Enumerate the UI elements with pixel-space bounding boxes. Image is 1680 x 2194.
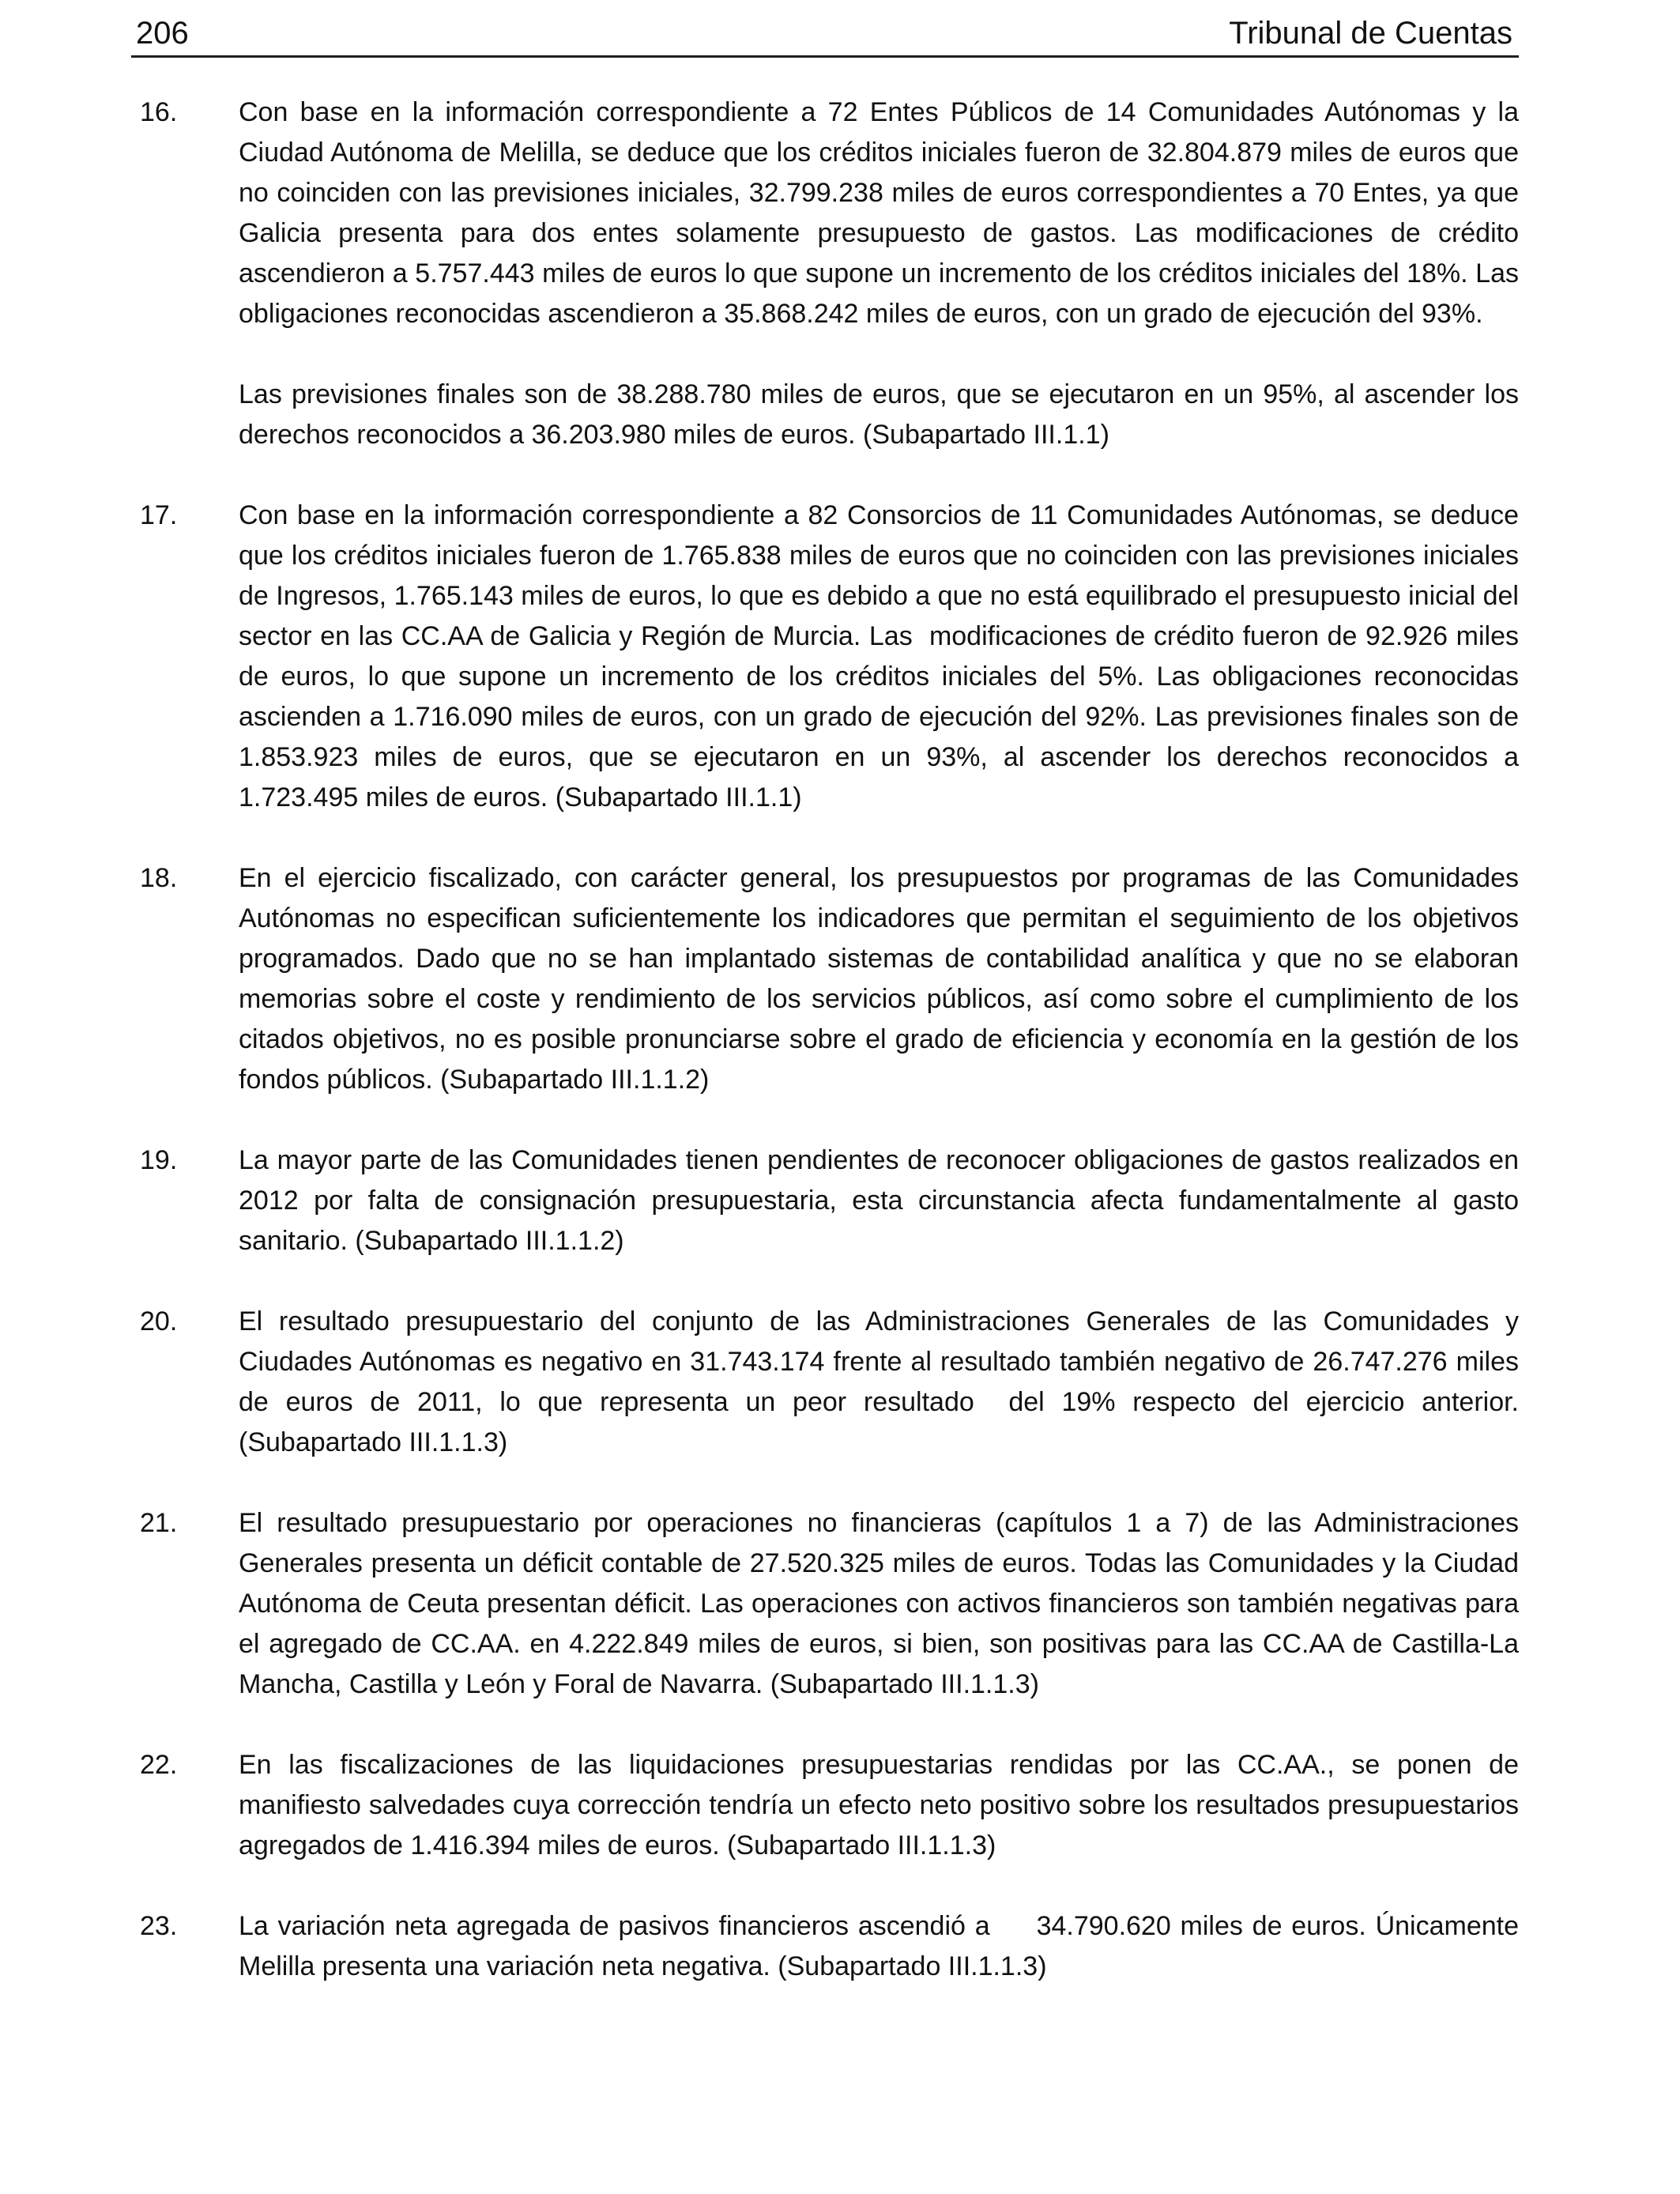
page-header [131, 0, 1519, 55]
paragraph-text: Las previsiones finales son de 38.288.780 miles de euros, que se ejecutaron en un 95%, al ascender los derechos reconocidos a 36.203.980 miles de euros. (Subapartado III.1.1) [239, 379, 1519, 450]
finding-item-17 [131, 496, 1519, 818]
item-number: 19. [140, 1145, 178, 1175]
item-number: 17. [140, 500, 178, 530]
paragraph-text: El resultado presupuestario del conjunto de las Administraciones Generales de las Comunidades y Ciudades Autónomas es negativo en 31.743.174 frente al resultado también negativo de 26.747.276 miles de euros de 2011, lo que representa un peor resultado del 19% respecto del ejercicio anterior. (Subapartado III.1.1.3) [239, 1306, 1519, 1457]
header-rule [131, 55, 1519, 58]
paragraph-text: Con base en la información correspondiente a 82 Consorcios de 11 Comunidades Autónomas, se deduce que los créditos iniciales fueron de 1.765.838 miles de euros que no coinciden con las previsiones iniciales de Ingresos, 1.765.143 miles de euros, lo que es debido a que no está equilibrado el presupuesto inicial del sector en las CC.AA de Galicia y Región de Murcia. Las modificaciones de crédito fueron de 92.926 miles de euros, lo que supone un incremento de los créditos iniciales del 5%. Las obligaciones reconocidas ascienden a 1.716.090 miles de euros, con un grado de ejecución del 92%. Las previsiones finales son de 1.853.923 miles de euros, que se ejecutaron en un 93%, al ascender los derechos reconocidos a 1.723.495 miles de euros. (Subapartado III.1.1) [239, 500, 1519, 812]
item-body [239, 92, 1519, 455]
item-body [239, 1302, 1519, 1463]
item-body [239, 858, 1519, 1100]
paragraph-text: En las fiscalizaciones de las liquidaciones presupuestarias rendidas por las CC.AA., se ponen de manifiesto salvedades cuya corrección tendría un efecto neto positivo sobre los resultados presupuestarios agregados de 1.416.394 miles de euros. (Subapartado III.1.1.3) [239, 1750, 1519, 1860]
paragraph-text: La variación neta agregada de pasivos financieros ascendió a 34.790.620 miles de euros. Únicamente Melilla presenta una variación neta negativa. (Subapartado III.1.1.3) [239, 1911, 1519, 1981]
paragraph-text: Con base en la información correspondiente a 72 Entes Públicos de 14 Comunidades Autónomas y la Ciudad Autónoma de Melilla, se deduce que los créditos iniciales fueron de 32.804.879 miles de euros que no coinciden con las previsiones iniciales, 32.799.238 miles de euros correspondientes a 70 Entes, ya que Galicia presenta para dos entes solamente presupuesto de gastos. Las modificaciones de crédito ascendieron a 5.757.443 miles de euros lo que supone un incremento de los créditos iniciales del 18%. Las obligaciones reconocidas ascendieron a 35.868.242 miles de euros, con un grado de ejecución del 93%. [239, 97, 1519, 329]
finding-item-23 [131, 1906, 1519, 1987]
paragraph-text: En el ejercicio fiscalizado, con carácter general, los presupuestos por programas de las Comunidades Autónomas no especifican suficientemente los indicadores que permitan el seguimiento de los objetivos programados. Dado que no se han implantado sistemas de contabilidad analítica y que no se elaboran memorias sobre el coste y rendimiento de los servicios públicos, así como sobre el cumplimiento de los citados objetivos, no es posible pronunciarse sobre el grado de eficiencia y economía en la gestión de los fondos públicos. (Subapartado III.1.1.2) [239, 863, 1519, 1095]
item-number: 18. [140, 863, 178, 893]
item-body [239, 1906, 1519, 1987]
item-number: 16. [140, 97, 178, 127]
page-number: 206 [136, 16, 189, 51]
finding-item-20 [131, 1302, 1519, 1463]
paragraph-text: La mayor parte de las Comunidades tienen pendientes de reconocer obligaciones de gastos realizados en 2012 por falta de consignación presupuestaria, esta circunstancia afecta fundamentalmente al gasto sanitario. (Subapartado III.1.1.2) [239, 1145, 1519, 1256]
finding-item-19 [131, 1140, 1519, 1261]
findings-list [131, 92, 1519, 1987]
item-body [239, 1745, 1519, 1866]
paragraph-text: El resultado presupuestario por operaciones no financieras (capítulos 1 a 7) de las Administraciones Generales presenta un déficit contable de 27.520.325 miles de euros. Todas las Comunidades y la Ciudad Autónoma de Ceuta presentan déficit. Las operaciones con activos financieros son también negativas para el agregado de CC.AA. en 4.222.849 miles de euros, si bien, son positivas para las CC.AA de Castilla-La Mancha, Castilla y León y Foral de Navarra. (Subapartado III.1.1.3) [239, 1508, 1519, 1699]
item-number: 23. [140, 1911, 178, 1941]
finding-item-22 [131, 1745, 1519, 1866]
item-body [239, 1140, 1519, 1261]
header-title: Tribunal de Cuentas [1229, 16, 1512, 51]
item-body [239, 1503, 1519, 1705]
finding-item-18 [131, 858, 1519, 1100]
finding-item-16 [131, 92, 1519, 455]
item-body [239, 496, 1519, 818]
item-number: 20. [140, 1306, 178, 1336]
item-number: 22. [140, 1750, 178, 1780]
finding-item-21 [131, 1503, 1519, 1705]
item-number: 21. [140, 1508, 178, 1538]
